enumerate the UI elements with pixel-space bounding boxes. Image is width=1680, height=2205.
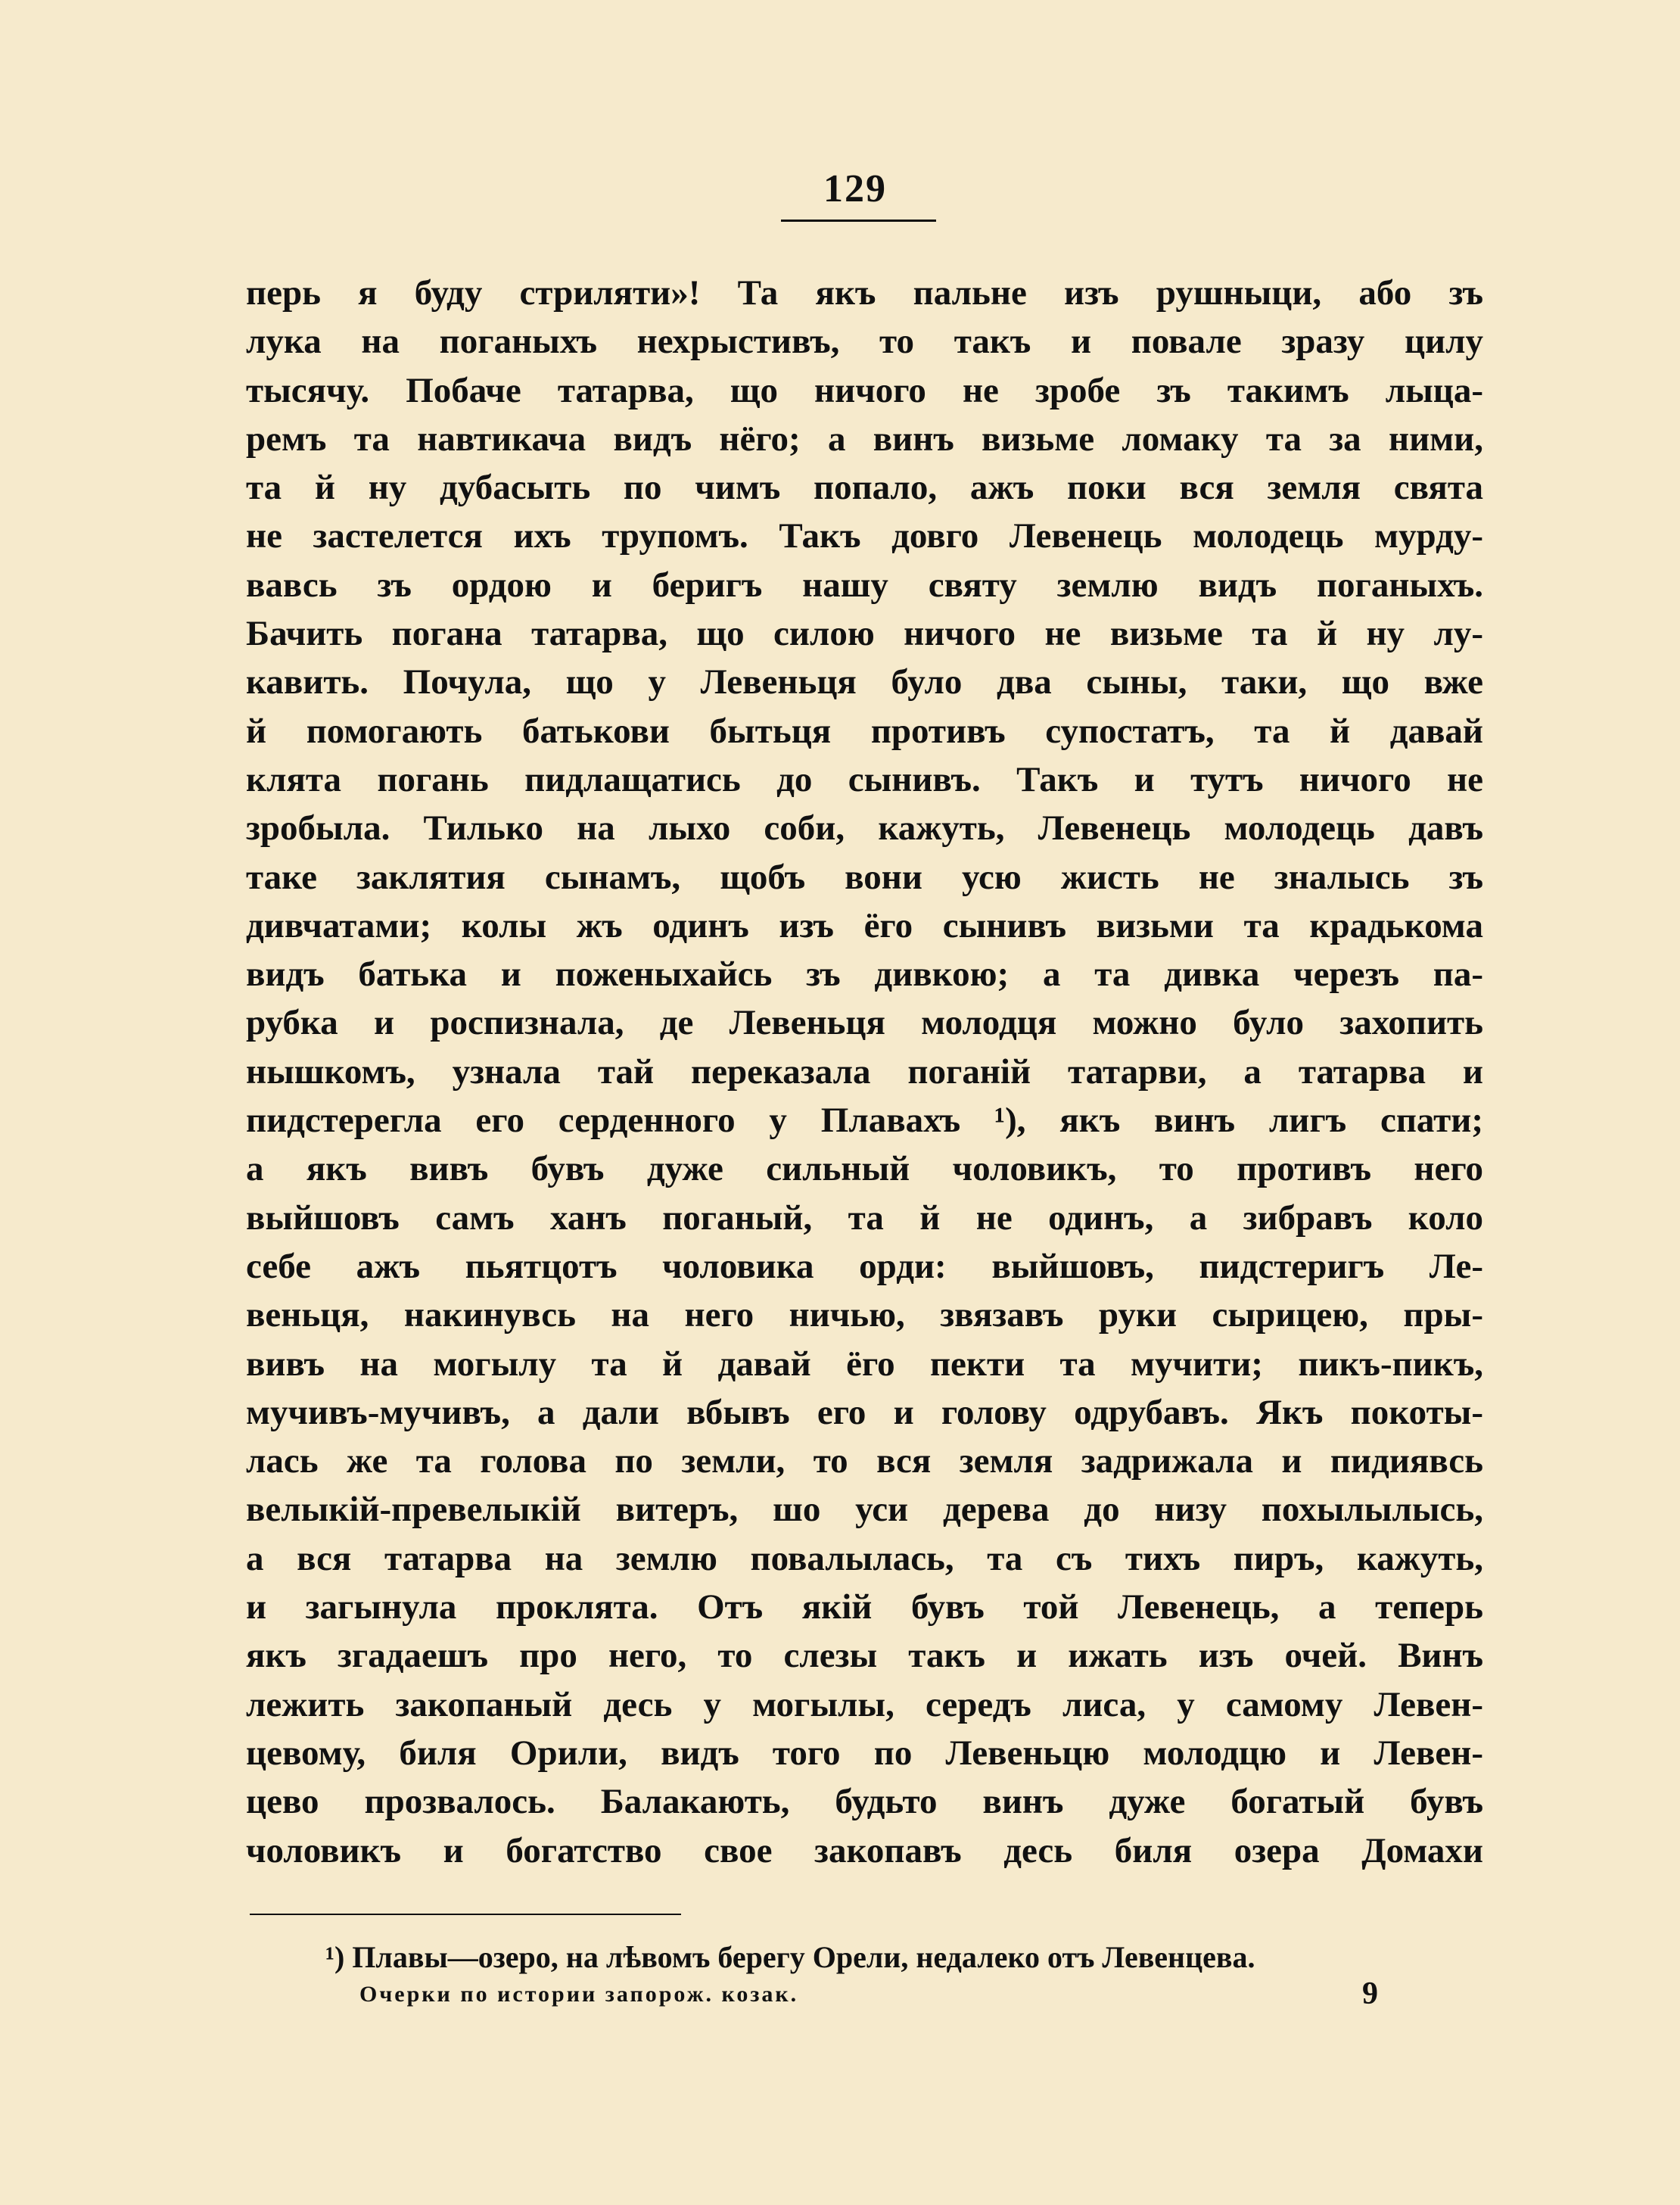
- text-line: кавить. Почула, що у Левеньця було два сыны, таки, що вже: [246, 662, 1483, 702]
- text-line: лука на поганыхъ нехрыстивъ, то такъ и повале зразу цилу: [246, 322, 1483, 362]
- text-line: велыкій-превелыкій витеръ, шо уси дерева до низу похылылысь,: [246, 1490, 1483, 1530]
- text-line: рубка и роспизнала, де Левеньця молодця можно було захопить: [246, 1003, 1483, 1043]
- text-line: ремъ та навтикача видъ нёго; а винъ визьме ломаку та за ними,: [246, 419, 1483, 459]
- text-line: якъ згадаешъ про него, то слезы такъ и ижать изъ очей. Винъ: [246, 1636, 1483, 1676]
- text-line: клята погань пидлащатись до сынивъ. Такъ и тутъ ничого не: [246, 759, 1483, 799]
- text-line: Бачить погана татарва, що силою ничого не визьме та й ну лу-: [246, 614, 1483, 654]
- text-line: мучивъ-мучивъ, а дали вбывъ его и голову одрубавъ. Якъ покоты-: [246, 1392, 1483, 1432]
- text-line: тысячу. Побаче татарва, що ничого не зробе зъ такимъ лыца-: [246, 370, 1483, 410]
- signature: Очерки по истории запорож. козак.: [359, 1982, 799, 2007]
- text-line: лась же та голова по земли, то вся земля задрижала и пидиявсь: [246, 1441, 1483, 1481]
- signature-mark: 9: [1362, 1976, 1378, 2011]
- text-line: а якъ вивъ бувъ дуже сильный чоловикъ, то противъ него: [246, 1149, 1483, 1189]
- text-line: вивъ на могылу та й давай ёго пекти та мучити; пикъ-пикъ,: [246, 1344, 1483, 1384]
- text-line: нышкомъ, узнала тай переказала поганій татарви, а татарва и: [246, 1051, 1483, 1092]
- text-line: себе ажъ пьятцотъ чоловика орди: выйшовъ, пидстеригъ Ле-: [246, 1246, 1483, 1286]
- text-line: дивчатами; колы жъ одинъ изъ ёго сынивъ визьми та крадькома: [246, 905, 1483, 945]
- text-line: а вся татарва на землю повалылась, та съ тихъ пиръ, кажуть,: [246, 1538, 1483, 1578]
- text-line: зробыла. Тилько на лыхо соби, кажуть, Левенець молодець давъ: [246, 808, 1483, 849]
- text-line: не застелется ихъ трупомъ. Такъ довго Левенець молодець мурду-: [246, 516, 1483, 556]
- text-line: лежить закопаный десь у могылы, середъ лиса, у самому Левен-: [246, 1684, 1483, 1724]
- page-number-rule: [781, 220, 936, 222]
- text-line: перь я буду стриляти»! Та якъ пальне изъ рушныци, або зъ: [246, 273, 1483, 313]
- text-line: цевому, биля Орили, видъ того по Левеньцю молодцю и Левен-: [246, 1733, 1483, 1773]
- text-line: пидстерегла его серденного у Плавахъ ¹), якъ винъ лигъ спати;: [246, 1101, 1483, 1141]
- text-line: видъ батька и поженыхайсь зъ дивкою; а та дивка черезъ па-: [246, 955, 1483, 995]
- text-line: цево прозвалось. Балакають, будьто винъ дуже богатый бувъ: [246, 1782, 1483, 1822]
- footnote-rule: [250, 1914, 681, 1915]
- text-line: чоловикъ и богатство свое закопавъ десь биля озера Домахи: [246, 1830, 1483, 1870]
- footnote: ¹) Плавы—озеро, на лѣвомъ берегу Орели, недалеко отъ Левенцева.: [325, 1940, 1255, 1974]
- text-line: й помогають батькови бытьця противъ супостатъ, та й давай: [246, 711, 1483, 751]
- body-text: [246, 269, 1483, 1875]
- text-line: веньця, накинувсь на него ничью, звязавъ руки сырицею, пры-: [246, 1295, 1483, 1335]
- page-number: 129: [823, 167, 887, 210]
- text-line: вавсь зъ ордою и беригъ нашу святу землю видъ поганыхъ.: [246, 565, 1483, 605]
- text-line: таке заклятия сынамъ, щобъ вони усю жисть не зналысь зъ: [246, 857, 1483, 897]
- text-line: та й ну дубасыть по чимъ попало, ажъ поки вся земля свята: [246, 468, 1483, 508]
- text-line: выйшовъ самъ ханъ поганый, та й не одинъ, а зибравъ коло: [246, 1197, 1483, 1238]
- text-line: и загынула проклята. Отъ якій бувъ той Левенець, а теперь: [246, 1587, 1483, 1627]
